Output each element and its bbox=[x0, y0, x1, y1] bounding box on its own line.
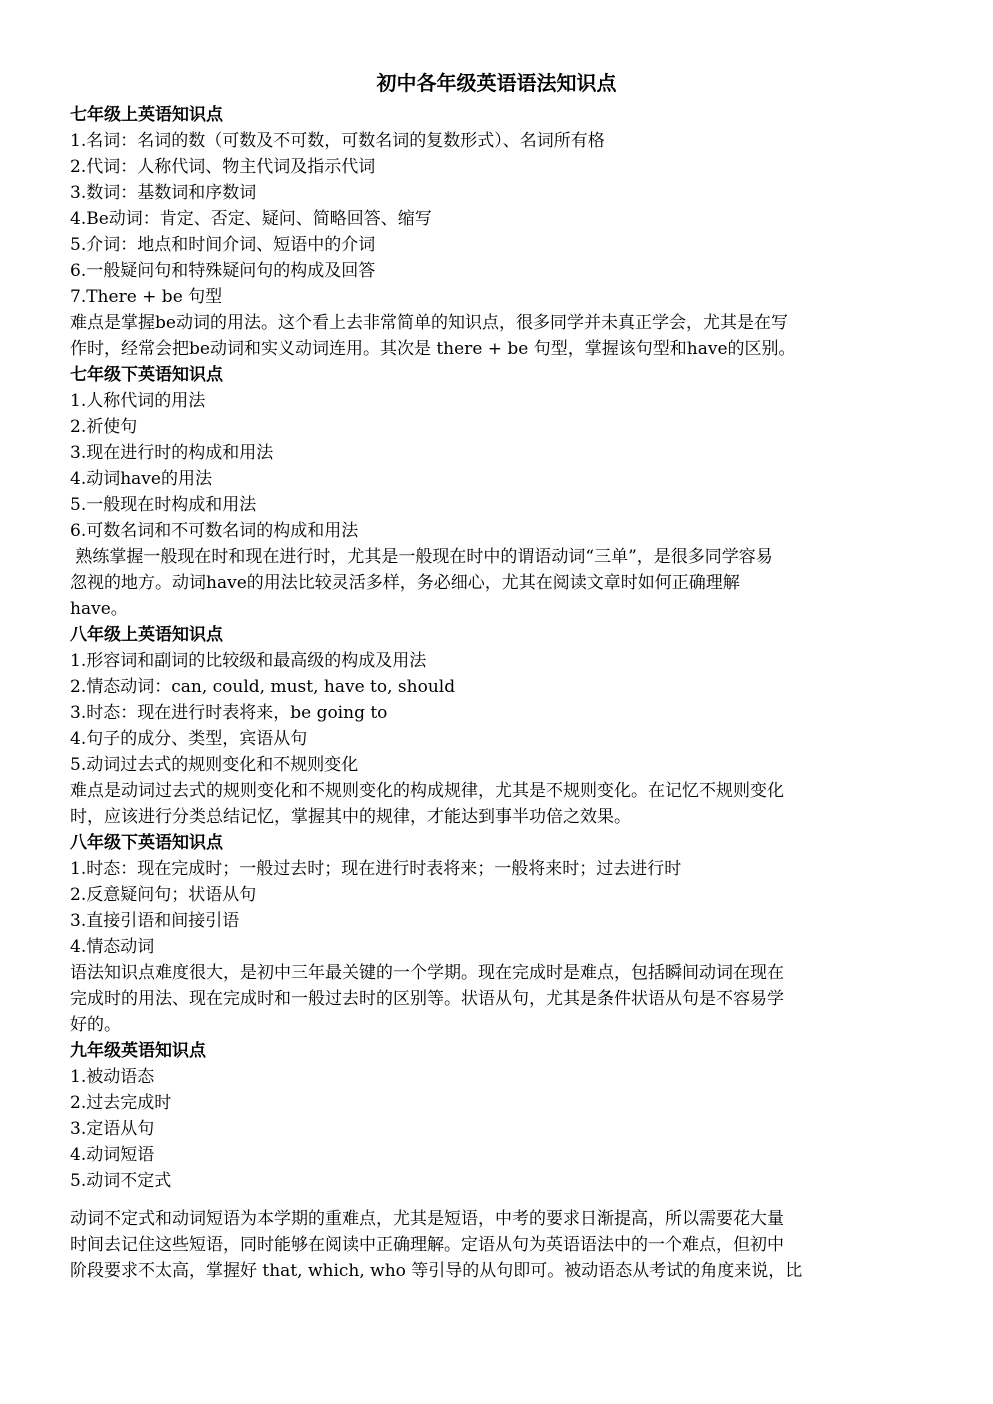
list-item: 4.情态动词 bbox=[70, 937, 155, 957]
section-grade9 bbox=[70, 1038, 923, 1284]
list-item: 4.动词短语 bbox=[70, 1145, 155, 1165]
section-heading: 八年级上英语知识点 bbox=[70, 625, 223, 645]
section-heading: 八年级下英语知识点 bbox=[70, 833, 223, 853]
note-line: 动词不定式和动词短语为本学期的重难点，尤其是短语，中考的要求日渐提高，所以需要花大量 bbox=[70, 1209, 784, 1229]
section-heading: 九年级英语知识点 bbox=[70, 1041, 206, 1061]
section-grade7-second bbox=[70, 362, 923, 622]
list-item: 5.介词：地点和时间介词、短语中的介词 bbox=[70, 235, 376, 255]
list-item: 2.过去完成时 bbox=[70, 1093, 172, 1113]
list-item: 6.一般疑问句和特殊疑问句的构成及回答 bbox=[70, 261, 376, 281]
list-item: 3.定语从句 bbox=[70, 1119, 155, 1139]
note-line: 阶段要求不太高，掌握好 that, which, who 等引导的从句即可。被动语态从考试的角度来说，比 bbox=[70, 1261, 803, 1281]
list-item: 5.动词过去式的规则变化和不规则变化 bbox=[70, 755, 359, 775]
note-line: 作时，经常会把be动词和实义动词连用。其次是 there + be 句型，掌握该句型和have的区别。 bbox=[70, 339, 796, 359]
list-item: 3.现在进行时的构成和用法 bbox=[70, 443, 274, 463]
document-title: 初中各年级英语语法知识点 bbox=[376, 71, 617, 95]
section-heading: 七年级下英语知识点 bbox=[70, 365, 223, 385]
section-heading: 七年级上英语知识点 bbox=[70, 105, 223, 125]
list-item: 2.情态动词：can, could, must, have to, should bbox=[70, 677, 456, 697]
spacer bbox=[70, 1194, 923, 1206]
section-grade8-first bbox=[70, 622, 923, 830]
note-line: 时，应该进行分类总结记忆，掌握其中的规律，才能达到事半功倍之效果。 bbox=[70, 807, 631, 827]
section-grade7-first bbox=[70, 102, 923, 362]
list-item: 1.被动语态 bbox=[70, 1067, 155, 1087]
list-item: 3.直接引语和间接引语 bbox=[70, 911, 240, 931]
list-item: 6.可数名词和不可数名词的构成和用法 bbox=[70, 521, 359, 541]
list-item: 1.形容词和副词的比较级和最高级的构成及用法 bbox=[70, 651, 427, 671]
list-item: 4.动词have的用法 bbox=[70, 469, 212, 489]
note-line: 难点是掌握be动词的用法。这个看上去非常简单的知识点，很多同学并未真正学会，尤其是在写 bbox=[70, 313, 788, 333]
note-line: 好的。 bbox=[70, 1015, 121, 1035]
note-line: 时间去记住这些短语，同时能够在阅读中正确理解。定语从句为英语语法中的一个难点，但初中 bbox=[70, 1235, 784, 1255]
list-item: 4.Be动词：肯定、否定、疑问、简略回答、缩写 bbox=[70, 209, 432, 229]
list-item: 1.时态：现在完成时；一般过去时；现在进行时表将来；一般将来时；过去进行时 bbox=[70, 859, 682, 879]
note-line: 忽视的地方。动词have的用法比较灵活多样，务必细心，尤其在阅读文章时如何正确理解 bbox=[70, 573, 740, 593]
note-line: 熟练掌握一般现在时和现在进行时，尤其是一般现在时中的谓语动词“三单”，是很多同学容易 bbox=[70, 547, 773, 567]
list-item: 2.代词：人称代词、物主代词及指示代词 bbox=[70, 157, 376, 177]
section-grade8-second bbox=[70, 830, 923, 1038]
note-line: have。 bbox=[70, 599, 128, 619]
list-item: 1.人称代词的用法 bbox=[70, 391, 206, 411]
list-item: 3.时态：现在进行时表将来，be going to bbox=[70, 703, 388, 723]
list-item: 5.一般现在时构成和用法 bbox=[70, 495, 257, 515]
note-line: 完成时的用法、现在完成时和一般过去时的区别等。状语从句，尤其是条件状语从句是不容易学 bbox=[70, 989, 784, 1009]
list-item: 4.句子的成分、类型，宾语从句 bbox=[70, 729, 308, 749]
list-item: 3.数词：基数词和序数词 bbox=[70, 183, 257, 203]
list-item: 5.动词不定式 bbox=[70, 1171, 172, 1191]
list-item: 1.名词：名词的数（可数及不可数，可数名词的复数形式）、名词所有格 bbox=[70, 131, 605, 151]
list-item: 2.反意疑问句；状语从句 bbox=[70, 885, 257, 905]
note-line: 难点是动词过去式的规则变化和不规则变化的构成规律，尤其是不规则变化。在记忆不规则变化 bbox=[70, 781, 784, 801]
list-item: 2.祈使句 bbox=[70, 417, 138, 437]
list-item: 7.There + be 句型 bbox=[70, 287, 223, 307]
note-line: 语法知识点难度很大，是初中三年最关键的一个学期。现在完成时是难点，包括瞬间动词在现在 bbox=[70, 963, 784, 983]
